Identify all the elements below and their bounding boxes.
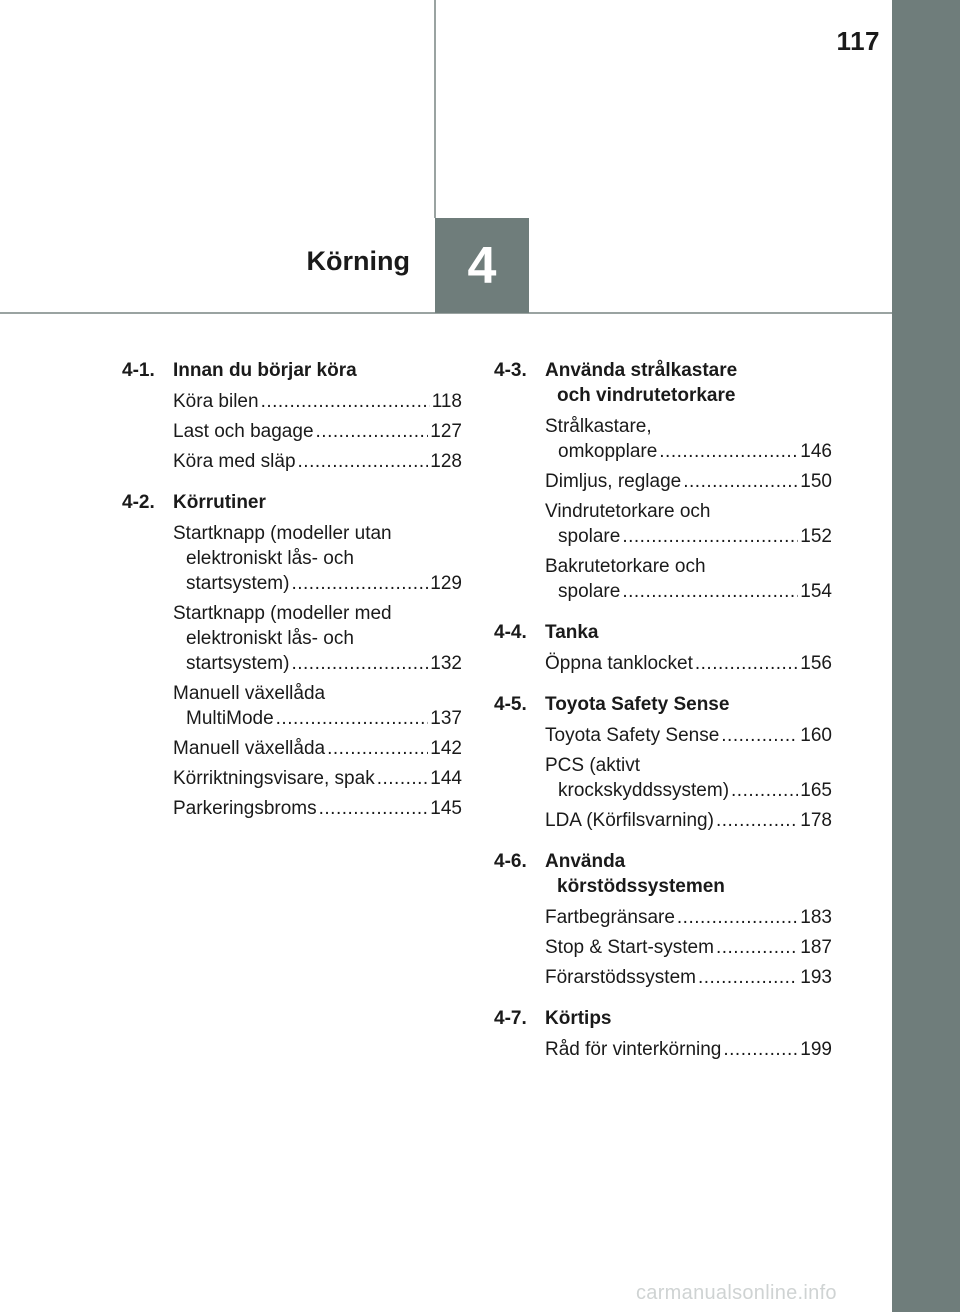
toc-entry-page: 199 (800, 1039, 832, 1060)
toc-entry-leader-row (545, 905, 832, 930)
section-title-line: Använda strålkastare (545, 360, 738, 381)
toc-entry[interactable] (545, 651, 832, 676)
toc-entry-leader-row (545, 808, 832, 833)
section-title (545, 692, 832, 717)
dot-leader (683, 469, 798, 494)
toc-entry[interactable] (545, 469, 832, 494)
page-number: 117 (836, 26, 880, 56)
dot-leader (716, 808, 798, 833)
toc-entry-text: spolare (558, 581, 621, 602)
dot-leader (327, 736, 428, 761)
toc-entry[interactable] (545, 499, 832, 549)
section-number: 4-7. (494, 1008, 527, 1029)
toc-entry[interactable] (545, 1037, 832, 1062)
toc-entry[interactable] (545, 905, 832, 930)
dot-leader (276, 706, 429, 731)
toc-entry[interactable] (173, 796, 462, 821)
toc-entry[interactable] (173, 681, 462, 731)
toc-entry-text: spolare (558, 526, 621, 547)
toc-entry[interactable] (545, 753, 832, 803)
section-title-line: Innan du börjar köra (173, 360, 357, 381)
section-heading (494, 358, 832, 408)
toc-entry-page: 152 (800, 526, 832, 547)
toc-entry-text: startsystem) (186, 653, 290, 674)
dot-leader (659, 439, 798, 464)
toc-entry-page: 150 (800, 471, 832, 492)
section-title-line: Körrutiner (173, 492, 266, 513)
toc-entry-page: 137 (430, 708, 462, 729)
dot-leader (377, 766, 429, 791)
toc-entry-page: 146 (800, 441, 832, 462)
toc-entry-leader-row (173, 796, 462, 821)
toc-entry-text: Parkeringsbroms (173, 798, 317, 819)
toc-section (494, 620, 832, 676)
dot-leader (721, 723, 798, 748)
dot-leader (698, 965, 798, 990)
toc-entry-leader-row (173, 736, 462, 761)
toc-entry-text: startsystem) (186, 573, 290, 594)
toc-entry-text: Råd för vinterkörning (545, 1039, 722, 1060)
toc-entry-text: elektroniskt lås- och (186, 628, 354, 649)
toc-entry-leader-row (545, 469, 832, 494)
dot-leader (291, 571, 428, 596)
toc-entry-leader-row (173, 389, 462, 414)
dot-leader (695, 651, 798, 676)
toc-entry-leader-row (545, 1037, 832, 1062)
toc-section (494, 1006, 832, 1062)
toc-section (494, 692, 832, 833)
toc-entry-leader-row (173, 651, 462, 676)
toc-section (494, 849, 832, 990)
toc-entry-text: Fartbegränsare (545, 907, 675, 928)
section-title-line: körstödssystemen (557, 876, 725, 897)
toc-entry-text: Körriktningsvisare, spak (173, 768, 375, 789)
toc-entry-leader-row (545, 965, 832, 990)
dot-leader (291, 651, 428, 676)
toc-entry-text: Last och bagage (173, 421, 314, 442)
section-title (545, 358, 832, 408)
toc-entry-text: Manuell växellåda (173, 738, 326, 759)
section-title (545, 849, 832, 899)
toc-entry[interactable] (545, 935, 832, 960)
toc-entry-leader-row (545, 935, 832, 960)
toc-entry-text: Förarstödssystem (545, 967, 696, 988)
toc-entry-text: krockskyddssystem) (558, 780, 730, 801)
toc-entry-page: 128 (430, 451, 462, 472)
dot-leader (298, 449, 429, 474)
chapter-number-box: 4 (435, 218, 529, 313)
toc-entry[interactable] (545, 723, 832, 748)
toc-entry-leader-row (173, 419, 462, 444)
section-number: 4-4. (494, 622, 527, 643)
toc-entry-leader-row (173, 571, 462, 596)
toc-entry-page: 132 (430, 653, 462, 674)
section-title (173, 358, 462, 383)
toc-entry-page: 165 (800, 780, 832, 801)
toc-entry-leader-row (545, 579, 832, 604)
toc-entry-page: 183 (800, 907, 832, 928)
toc-entry-page: 187 (800, 937, 832, 958)
dot-leader (316, 419, 429, 444)
toc-entry-page: 154 (800, 581, 832, 602)
section-number: 4-3. (494, 360, 527, 381)
toc-entry-leader-row (173, 449, 462, 474)
toc-entry-page: 118 (431, 391, 462, 412)
section-number: 4-1. (122, 360, 155, 381)
section-title-line: och vindrutetorkare (557, 385, 736, 406)
toc-entry-text: Vindrutetorkare och (545, 501, 711, 522)
section-heading (122, 490, 462, 515)
section-number: 4-6. (494, 851, 527, 872)
toc-entry-text: Toyota Safety Sense (545, 725, 720, 746)
toc-entry[interactable] (545, 808, 832, 833)
toc-section (122, 358, 462, 474)
section-heading (122, 358, 462, 383)
section-title-line: Toyota Safety Sense (545, 694, 730, 715)
toc-entry-text: Dimljus, reglage (545, 471, 682, 492)
dot-leader (716, 935, 798, 960)
toc-entry-text: MultiMode (186, 708, 274, 729)
toc-entry[interactable] (173, 521, 462, 596)
toc-entry-text: elektroniskt lås- och (186, 548, 354, 569)
section-number: 4-2. (122, 492, 155, 513)
toc-entry-text: Köra med släp (173, 451, 296, 472)
section-heading (494, 620, 832, 645)
toc-entry-text: Köra bilen (173, 391, 259, 412)
chapter-side-tab (892, 0, 960, 1312)
section-heading (494, 692, 832, 717)
toc-entry-page: 193 (800, 967, 832, 988)
toc-entry-page: 142 (430, 738, 462, 759)
toc-entry-text: Startknapp (modeller utan (173, 523, 392, 544)
toc-entry-text: Manuell växellåda (173, 683, 326, 704)
toc-entry[interactable] (173, 419, 462, 444)
toc-entry-leader-row (545, 524, 832, 549)
dot-leader (622, 524, 798, 549)
section-heading (494, 1006, 832, 1031)
toc-entry[interactable] (545, 965, 832, 990)
toc-entry-text: Startknapp (modeller med (173, 603, 392, 624)
toc-entry[interactable] (173, 449, 462, 474)
toc-entry-page: 160 (800, 725, 832, 746)
toc-entry-text: PCS (aktivt (545, 755, 641, 776)
dot-leader (677, 905, 798, 930)
dot-leader (731, 778, 798, 803)
section-title (545, 1006, 832, 1031)
toc-entry-leader-row (545, 439, 832, 464)
toc-entry-text: omkopplare (558, 441, 658, 462)
toc-left-column (122, 358, 462, 837)
toc-entry-leader-row (545, 723, 832, 748)
toc-entry[interactable] (545, 414, 832, 464)
section-title (545, 620, 832, 645)
watermark: carmanualsonline.info (636, 1282, 837, 1304)
toc-entry-leader-row (173, 766, 462, 791)
toc-entry[interactable] (545, 554, 832, 604)
toc-entry[interactable] (173, 736, 462, 761)
toc-entry-page: 156 (800, 653, 832, 674)
toc-entry-text: LDA (Körfilsvarning) (545, 810, 714, 831)
toc-entry-text: Strålkastare, (545, 416, 652, 437)
toc-entry-leader-row (173, 706, 462, 731)
toc-entry-page: 178 (800, 810, 832, 831)
header-divider-vertical (434, 0, 436, 218)
section-title (173, 490, 462, 515)
dot-leader (261, 389, 430, 414)
section-title-line: Tanka (545, 622, 599, 643)
dot-leader (723, 1037, 798, 1062)
section-heading (494, 849, 832, 899)
section-title-line: Körtips (545, 1008, 612, 1029)
toc-entry-page: 145 (430, 798, 462, 819)
toc-section (122, 490, 462, 821)
toc-entry-text: Bakrutetorkare och (545, 556, 706, 577)
toc-entry-page: 144 (430, 768, 462, 789)
toc-right-column (494, 358, 832, 1078)
toc-entry[interactable] (173, 601, 462, 676)
dot-leader (622, 579, 798, 604)
toc-entry[interactable] (173, 766, 462, 791)
toc-entry-text: Stop & Start-system (545, 937, 714, 958)
dot-leader (319, 796, 429, 821)
toc-entry[interactable] (173, 389, 462, 414)
section-title-line: Använda (545, 851, 626, 872)
toc-entry-leader-row (545, 778, 832, 803)
toc-entry-leader-row (545, 651, 832, 676)
toc-entry-page: 129 (430, 573, 462, 594)
chapter-title: Körning (306, 246, 410, 276)
toc-section (494, 358, 832, 604)
toc-entry-page: 127 (430, 421, 462, 442)
toc-entry-text: Öppna tanklocket (545, 653, 693, 674)
section-number: 4-5. (494, 694, 527, 715)
